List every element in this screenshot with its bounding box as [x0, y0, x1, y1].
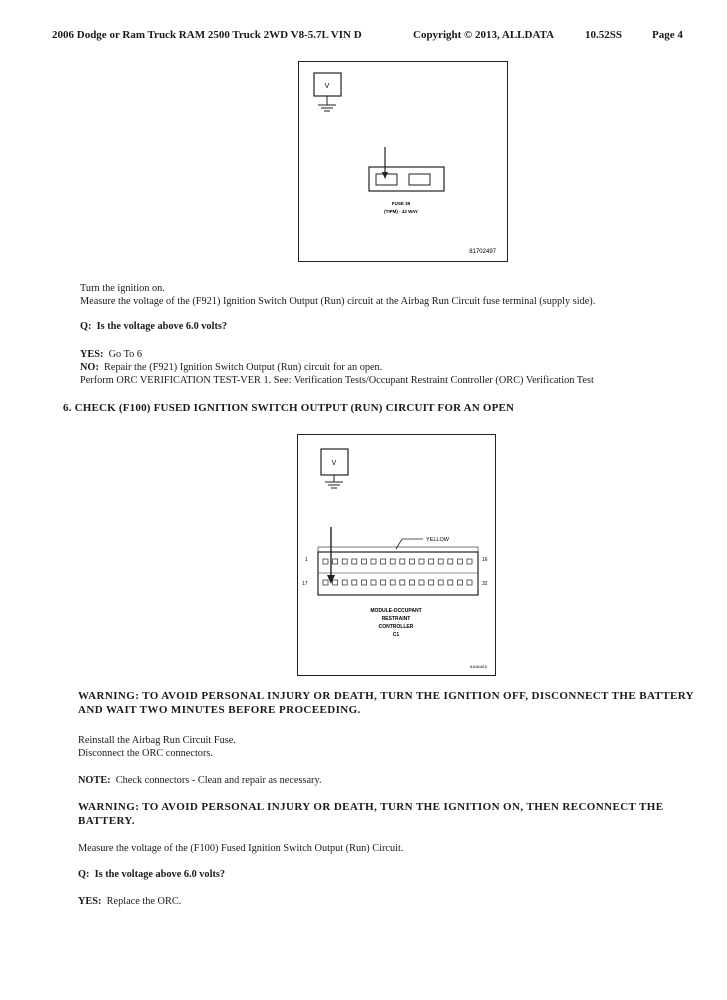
- connector-pin-cavity: [429, 580, 434, 585]
- module-label-line-2: RESTRAINT: [381, 616, 411, 622]
- connector-pin-cavity: [457, 559, 462, 564]
- connector-pin-cavity: [371, 559, 376, 564]
- page-header: [52, 29, 692, 45]
- copyright-text: Copyright © 2013, ALLDATA: [413, 29, 555, 41]
- pin-17-label: 17: [302, 581, 308, 587]
- vehicle-title: 2006 Dodge or Ram Truck RAM 2500 Truck 2WD V8-5.7L VIN D: [52, 29, 362, 41]
- fuse-icon: [369, 167, 444, 191]
- fuse-label: FUSE 39: [391, 201, 411, 206]
- question-text: Is the voltage above 6.0 volts?: [94, 869, 226, 880]
- note-label: NOTE:: [78, 775, 111, 786]
- connector-pin-cavity: [352, 559, 357, 564]
- warning-line-1: WARNING: TO AVOID PERSONAL INJURY OR DEATH, TURN THE IGNITION ON, THEN RECONNECT THE: [78, 801, 664, 813]
- figure-id: 81702497: [469, 249, 496, 255]
- module-label-line-3: CONTROLLER: [378, 624, 414, 630]
- warning-line-1: WARNING: TO AVOID PERSONAL INJURY OR DEATH, TURN THE IGNITION OFF, DISCONNECT THE BATTERY: [78, 690, 694, 702]
- warning-battery-reconnect: [78, 800, 663, 828]
- meter-symbol: V: [331, 460, 337, 467]
- connector-pin-cavity: [400, 559, 405, 564]
- connector-pin-cavity: [352, 580, 357, 585]
- module-label-line-1: MODULE-OCCUPANT: [370, 608, 422, 614]
- voltmeter-icon: [321, 449, 348, 488]
- warning-line-2: BATTERY.: [78, 815, 135, 827]
- instruction-measure-f921: Measure the voltage of the (F921) Ignition Switch Output (Run) circuit at the Airbag Run Circuit fuse terminal (supply side).: [80, 296, 596, 307]
- yes-link-go-to-6[interactable]: Go To 6: [108, 349, 143, 360]
- connector-pins: [323, 559, 472, 585]
- probe-arrow-icon: [327, 527, 335, 584]
- connector-pin-cavity: [342, 580, 347, 585]
- voltmeter-icon: [314, 73, 341, 111]
- connector-pin-cavity: [342, 559, 347, 564]
- version-text: 10.52SS: [585, 29, 622, 41]
- note-connectors: [78, 774, 322, 788]
- fuse-diagram-drawing: [299, 62, 507, 261]
- fuse-diagram: [298, 61, 508, 262]
- question-text: Is the voltage above 6.0 volts?: [96, 321, 228, 332]
- warning-line-2: AND WAIT TWO MINUTES BEFORE PROCEEDING.: [78, 704, 361, 716]
- connector-pin-cavity: [467, 580, 472, 585]
- yes-label: YES:: [78, 896, 102, 907]
- step-6-heading: 6. CHECK (F100) FUSED IGNITION SWITCH OUTPUT (RUN) CIRCUIT FOR AN OPEN: [63, 402, 515, 414]
- no-label: NO:: [80, 362, 99, 373]
- yes-label: YES:: [80, 349, 104, 360]
- instruction-disconnect-orc: Disconnect the ORC connectors.: [78, 748, 213, 759]
- connector-pin-cavity: [323, 559, 328, 564]
- verification-link[interactable]: Perform ORC VERIFICATION TEST-VER 1. See: Verification Tests/Occupant Restraint Controller (ORC) Verification Test: [80, 375, 594, 386]
- pin-32-label: 32: [482, 581, 488, 587]
- connector-label: (TIPM) - 42 WAY: [384, 209, 418, 214]
- connector-pin-cavity: [429, 559, 434, 564]
- connector-pin-cavity: [333, 580, 338, 585]
- wire-color-label: YELLOW: [426, 537, 449, 543]
- instruction-ignition-on: Turn the ignition on.: [80, 283, 165, 294]
- connector-pin-cavity: [400, 580, 405, 585]
- connector-pin-cavity: [438, 580, 443, 585]
- connector-pin-cavity: [419, 559, 424, 564]
- connector-pin-cavity: [448, 559, 453, 564]
- orc-connector-drawing: [298, 435, 495, 675]
- orc-connector-diagram: [297, 434, 496, 676]
- connector-pin-cavity: [438, 559, 443, 564]
- connector-pin-cavity: [390, 580, 395, 585]
- connector-pin-cavity: [457, 580, 462, 585]
- connector-pin-cavity: [361, 559, 366, 564]
- pin-1-label: 1: [305, 557, 308, 563]
- page-number: Page 4: [652, 29, 683, 41]
- note-text: Check connectors - Clean and repair as necessary.: [115, 775, 322, 786]
- connector-pin-cavity: [361, 580, 366, 585]
- connector-pin-cavity: [381, 580, 386, 585]
- connector-pin-cavity: [419, 580, 424, 585]
- connector-pin-cavity: [409, 580, 414, 585]
- no-text: Repair the (F921) Ignition Switch Output (Run) circuit for an open.: [104, 362, 383, 373]
- connector-pin-cavity: [333, 559, 338, 564]
- question-voltage-2: [78, 868, 225, 882]
- meter-symbol: V: [324, 83, 330, 90]
- connector-pin-cavity: [381, 559, 386, 564]
- question-prefix: Q:: [78, 869, 90, 880]
- instruction-reinstall-fuse: Reinstall the Airbag Run Circuit Fuse.: [78, 735, 236, 746]
- question-prefix: Q:: [80, 321, 92, 332]
- pin-16-label: 16: [482, 557, 488, 563]
- module-label-line-4: C1: [392, 632, 400, 638]
- instruction-measure-f100: Measure the voltage of the (F100) Fused Ignition Switch Output (Run) Circuit.: [78, 843, 404, 854]
- connector-pin-cavity: [371, 580, 376, 585]
- no-answer: [80, 361, 382, 375]
- connector-pin-cavity: [390, 559, 395, 564]
- connector-pin-cavity: [409, 559, 414, 564]
- connector-pin-cavity: [467, 559, 472, 564]
- question-voltage: [80, 320, 227, 334]
- orc-connector-icon: [318, 547, 478, 595]
- connector-pin-cavity: [448, 580, 453, 585]
- warning-battery-disconnect: [78, 689, 694, 717]
- connector-pin-cavity: [323, 580, 328, 585]
- yes-answer-2: [78, 895, 181, 909]
- wire-color-callout: [396, 539, 423, 549]
- figure-id: 81b4b815: [470, 665, 487, 669]
- yes-answer: [80, 348, 142, 362]
- yes-text: Replace the ORC.: [106, 896, 182, 907]
